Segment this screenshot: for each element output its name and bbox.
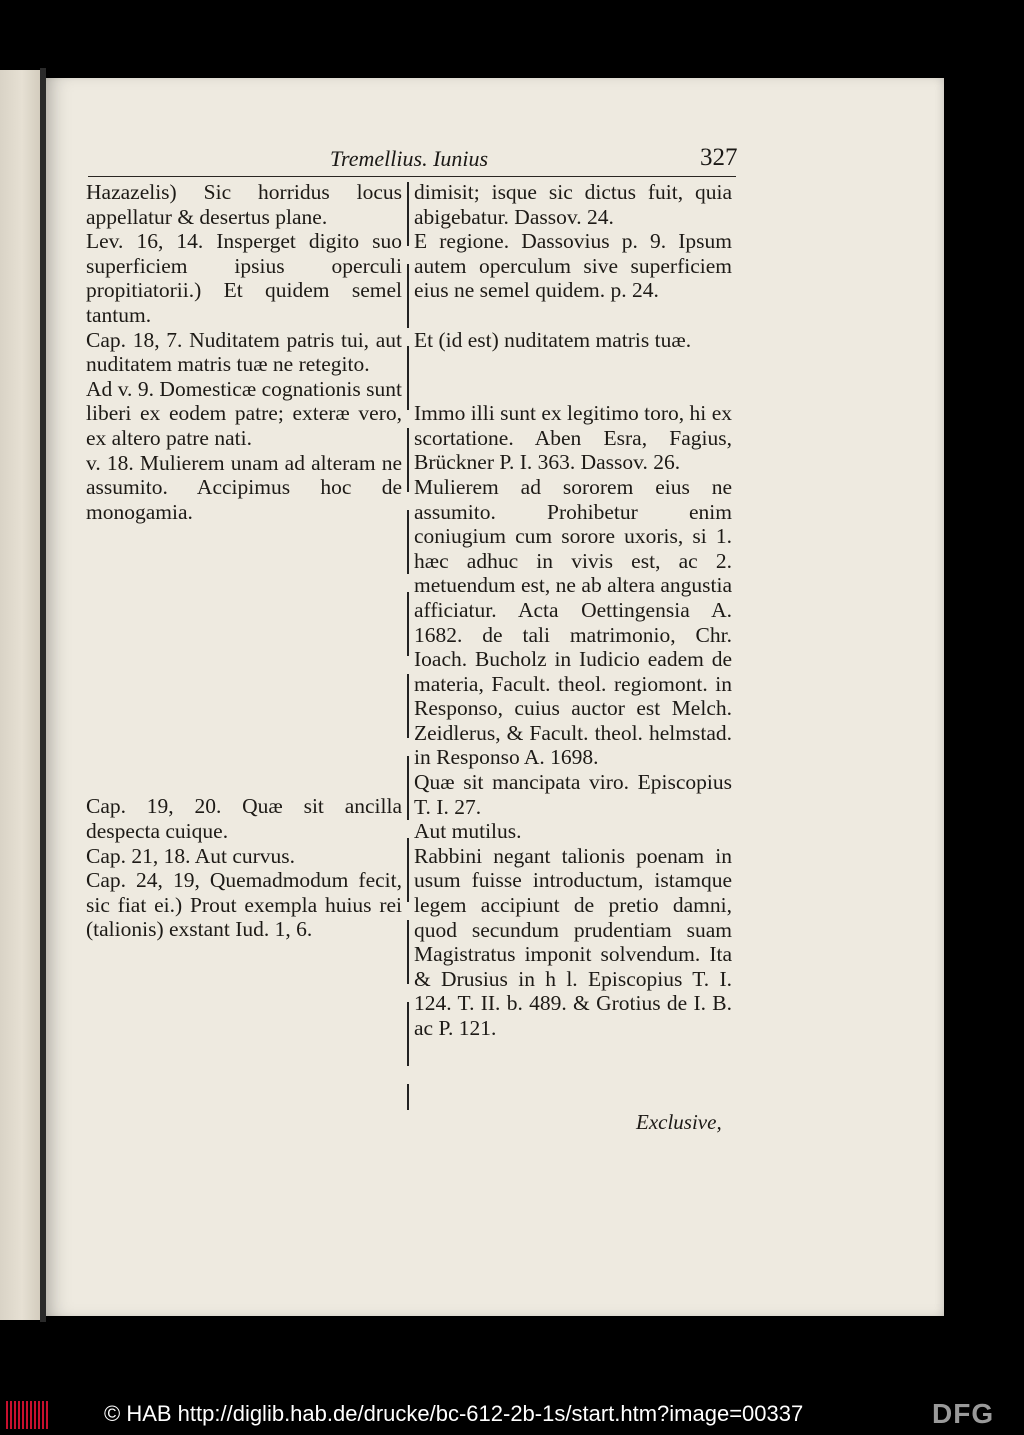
dfg-logo: DFG — [932, 1398, 995, 1429]
header-rule — [88, 176, 736, 177]
right-entry-immo: Immo illi sunt ex legitimo toro, hi ex scortatione. Aben Esra, Fagius, Brückner P. I. 363. Dassov. 26. — [414, 401, 732, 475]
left-spacer — [86, 524, 402, 794]
right-entry-rabbini: Rabbini negant talionis poenam in usum fuisse introductum, istamque legem accipiunt de pretio damni, quod secundum prudentiam suam Magistratus imponit solvendum. Ita & Drusius in h l. Episcopius T. I. 124. T. II. b. 489. & Grotius de I. B. ac P. 121. — [414, 843, 732, 1040]
left-entry-cap-19-20: Cap. 19, 20. Quæ sit ancilla despecta cuique. — [86, 794, 402, 843]
left-entry-v-18: v. 18. Mulierem unam ad alteram ne assumito. Accipimus hoc de monogamia. — [86, 450, 402, 524]
left-entry-cap-24-19: Cap. 24, 19, Quemadmodum fecit, sic fiat ei.) Prout exempla huius rei (talionis) exstant Iud. 1, 6. — [86, 868, 402, 942]
footer-bar — [0, 1395, 1024, 1435]
right-entry-mulierem: Mulierem ad sororem eius ne assumito. Prohibetur enim coniugium cum sorore uxoris, si 1. hæc adhuc in vivis est, ac 2. metuendum est, ne ab altera angustia afficiatur. Acta Oettingensia A. 1682. de tali matrimonio, Chr. Ioach. Bucholz in Iudicio eadem de materia, Facult. theol. regiomont. in Responso, cuius auctor est Melch. Zeidlerus, & Facult. theol. helmstad. in Responso A. 1698. — [414, 474, 732, 770]
right-entry-dimisit: dimisit; isque sic dictus fuit, quia abigebatur. Dassov. 24. — [414, 180, 732, 229]
left-entry-hazazelis: Hazazelis) Sic horridus locus appellatur & desertus plane. — [86, 180, 402, 229]
left-entry-lev-16-14: Lev. 16, 14. Insperget digito suo superficiem ipsius operculi propitiatorii.) Et quidem semel tantum. — [86, 229, 402, 327]
right-column — [414, 180, 732, 1041]
left-column — [86, 180, 402, 942]
right-entry-et-id-est: Et (id est) nuditatem matris tuæ. — [414, 327, 692, 352]
left-entry-cap-18-7: Cap. 18, 7. Nuditatem patris tui, aut nuditatem matris tuæ ne retegito. — [86, 327, 402, 377]
catchword: Exclusive, — [636, 1110, 722, 1134]
hab-barcode-logo-icon — [6, 1401, 48, 1429]
page-number: 327 — [700, 144, 738, 171]
footer-credit-link[interactable]: © HAB http://diglib.hab.de/drucke/bc-612-2b-1s/start.htm?image=00337 — [104, 1401, 804, 1426]
left-entry-ad-v-9: Ad v. 9. Domesticæ cognationis sunt liberi ex eodem patre; exteræ vero, ex altero patre nati. — [86, 376, 402, 450]
right-spacer-1 — [414, 303, 732, 328]
back-page-stack — [0, 70, 44, 1320]
right-spacer-2 — [414, 352, 732, 401]
column-divider — [407, 182, 409, 1110]
right-entry-e-regione: E regione. Dassovius p. 9. Ipsum autem operculum sive superficiem eius ne semel quidem. p. 24. — [414, 229, 732, 303]
right-entry-quae-sit: Quæ sit mancipata viro. Episcopius T. I. 27. — [414, 770, 732, 819]
running-head: Tremellius. Iunius — [330, 146, 489, 171]
left-entry-cap-21-18: Cap. 21, 18. Aut curvus. — [86, 843, 296, 868]
right-entry-aut-mutilus: Aut mutilus. — [414, 819, 522, 844]
